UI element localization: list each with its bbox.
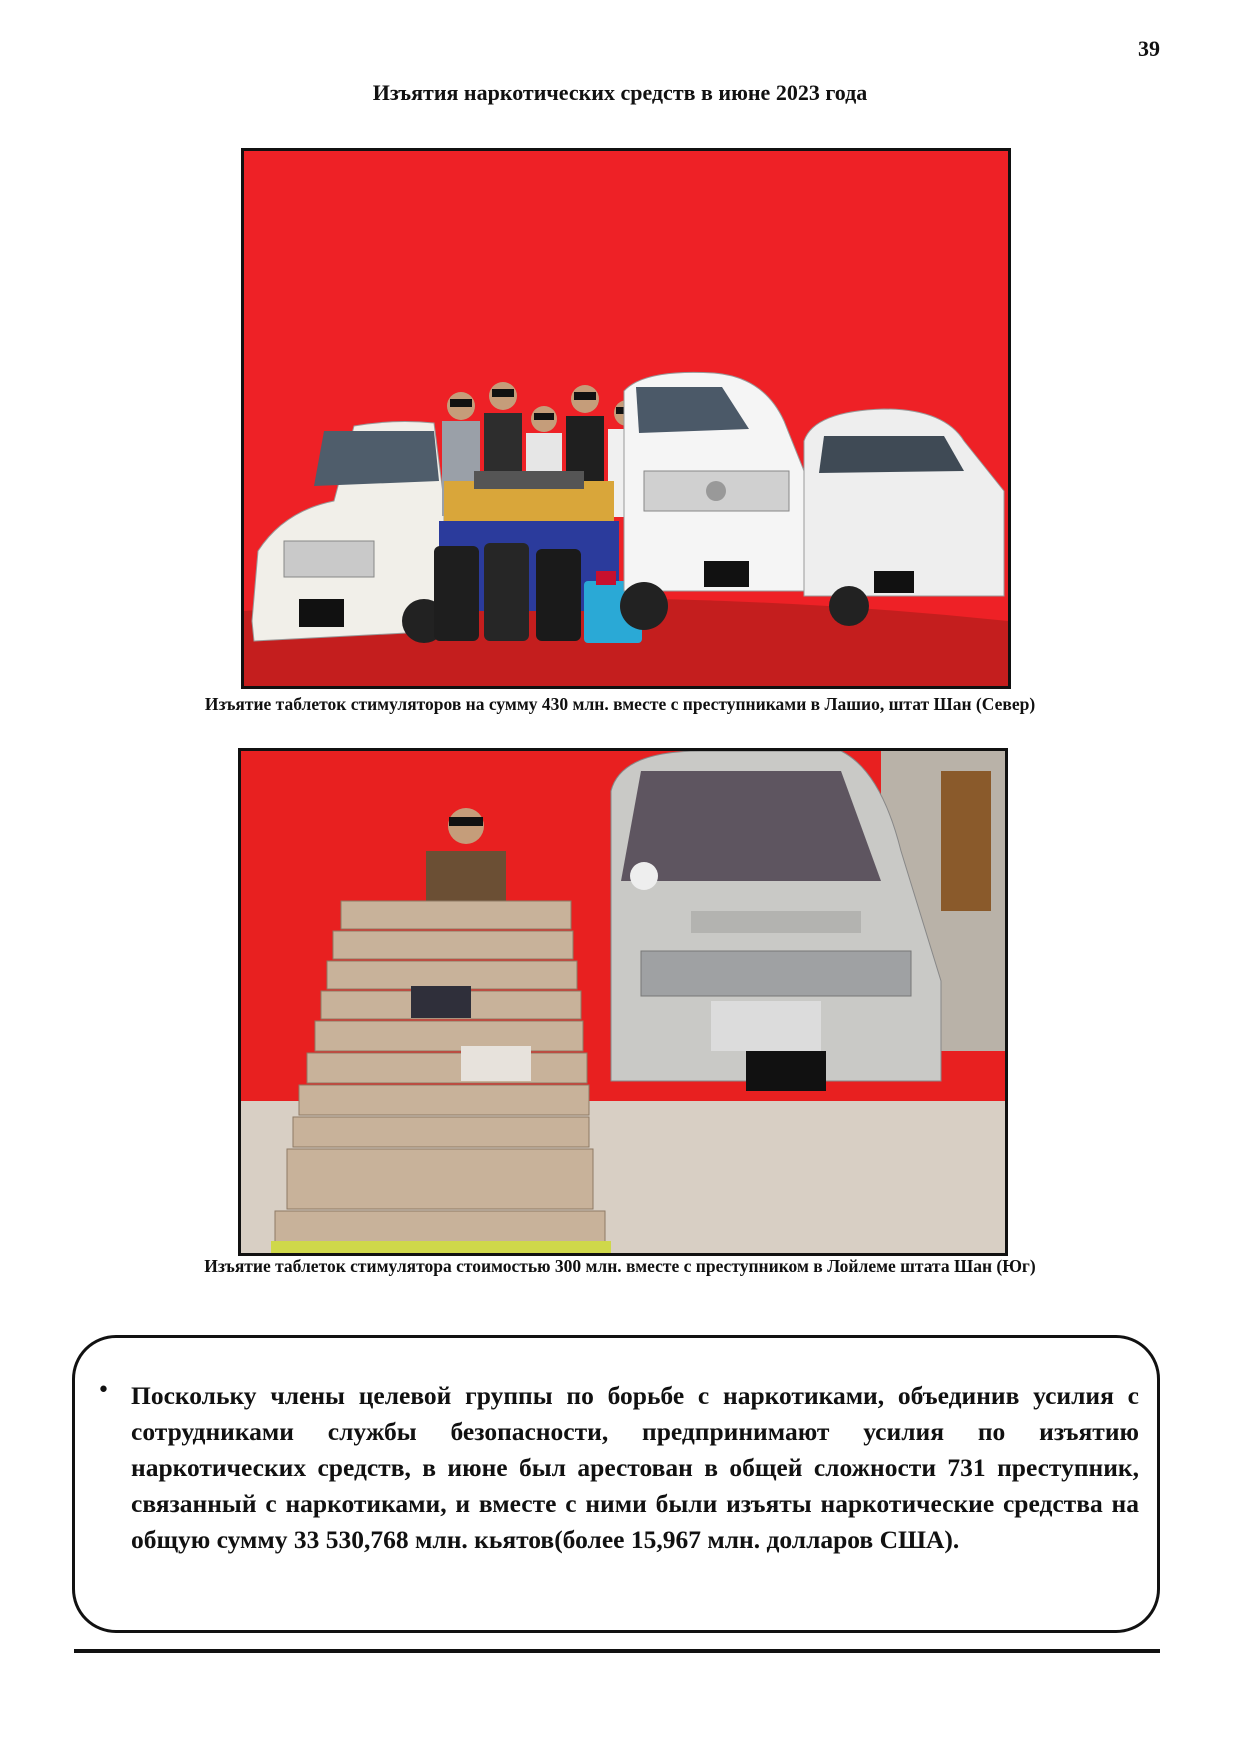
bottom-rule xyxy=(74,1649,1160,1653)
white-pickup-truck xyxy=(620,372,804,630)
bullet-point: • xyxy=(97,1378,110,1403)
page-title: Изъятия наркотических средств в июне 2023 года xyxy=(372,80,868,105)
summary-text: Поскольку члены целевой группы по борьбе с наркотиками, объединив усилия с сотрудниками службы безопасности, предпринимают усилия по изъятию наркотических средств, в июне был арестован в общей сложности 731 преступник, связанный с наркотиками, и вместе с ними были изъяты наркотические средства на общую сумму 33 530,768 млн. кьятов(более 15,967 млн. долларов США). xyxy=(131,1381,1139,1554)
seized-goods-table xyxy=(434,471,642,643)
figure-caption-2: Изъятие таблеток стимулятора стоимостью 300 млн. вместе с преступником в Лойлеме штата Шан (Юг) xyxy=(204,1256,1036,1276)
figure-caption-1: Изъятие таблеток стимуляторов на сумму 430 млн. вместе с преступниками в Лашио, штат Шан (Север) xyxy=(204,694,1036,714)
seizure-photo-loilem xyxy=(238,748,1008,1256)
seizure-photo-lashio xyxy=(241,148,1011,689)
summary-callout xyxy=(72,1335,1160,1633)
page-number: 39 xyxy=(1138,36,1160,61)
